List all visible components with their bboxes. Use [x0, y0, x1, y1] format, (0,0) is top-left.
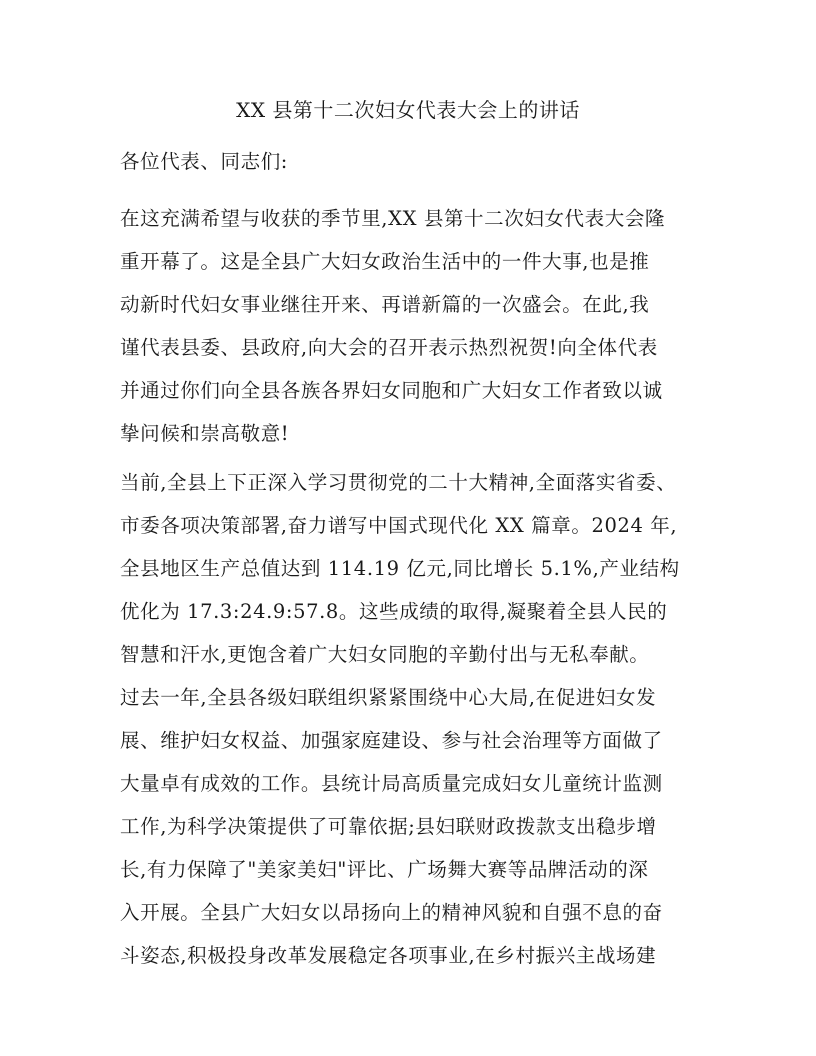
- text-line: 重开幕了。这是全县广大妇女政治生活中的一件大事,也是推: [120, 250, 650, 273]
- text-line: 全县地区生产总值达到 114.19 亿元,同比增长 5.1%,产业结构: [120, 557, 680, 580]
- text-line: 智慧和汗水,更饱含着广大妇女同胞的辛勤付出与无私奉献。: [120, 643, 650, 666]
- document-title: XX 县第十二次妇女代表大会上的讲话: [236, 98, 580, 122]
- text-line: 工作,为科学决策提供了可靠依据;县妇联财政拨款支出稳步增: [120, 815, 657, 838]
- text-line: 长,有力保障了"美家美妇"评比、广场舞大赛等品牌活动的深: [120, 858, 649, 881]
- text-line: 展、维护妇女权益、加强家庭建设、参与社会治理等方面做了: [120, 729, 663, 752]
- text-line: 斗姿态,积极投身改革发展稳定各项事业,在乡村振兴主战场建: [120, 944, 657, 967]
- text-line: 动新时代妇女事业继往开来、再谱新篇的一次盛会。在此,我: [120, 293, 650, 316]
- text-line: 大量卓有成效的工作。县统计局高质量完成妇女儿童统计监测: [120, 772, 663, 795]
- text-line: 优化为 17.3:24.9:57.8。这些成绩的取得,凝聚着全县人民的: [120, 600, 668, 623]
- text-line: 过去一年,全县各级妇联组织紧紧围绕中心大局,在促进妇女发: [120, 686, 657, 709]
- text-line: 谨代表县委、县政府,向大会的召开表示热烈祝贺!向全体代表: [120, 336, 658, 359]
- text-line: 并通过你们向全县各族各界妇女同胞和广大妇女工作者致以诚: [120, 379, 663, 402]
- text-line: 入开展。全县广大妇女以昂扬向上的精神风貌和自强不息的奋: [120, 901, 663, 924]
- text-line: 挚问候和崇高敬意!: [120, 422, 290, 445]
- text-line: 市委各项决策部署,奋力谱写中国式现代化 XX 篇章。2024 年,: [120, 514, 678, 537]
- text-line: 在这充满希望与收获的季节里,XX 县第十二次妇女代表大会隆: [120, 207, 666, 230]
- salutation: 各位代表、同志们:: [120, 150, 288, 173]
- text-line: 当前,全县上下正深入学习贯彻党的二十大精神,全面落实省委、: [120, 471, 677, 494]
